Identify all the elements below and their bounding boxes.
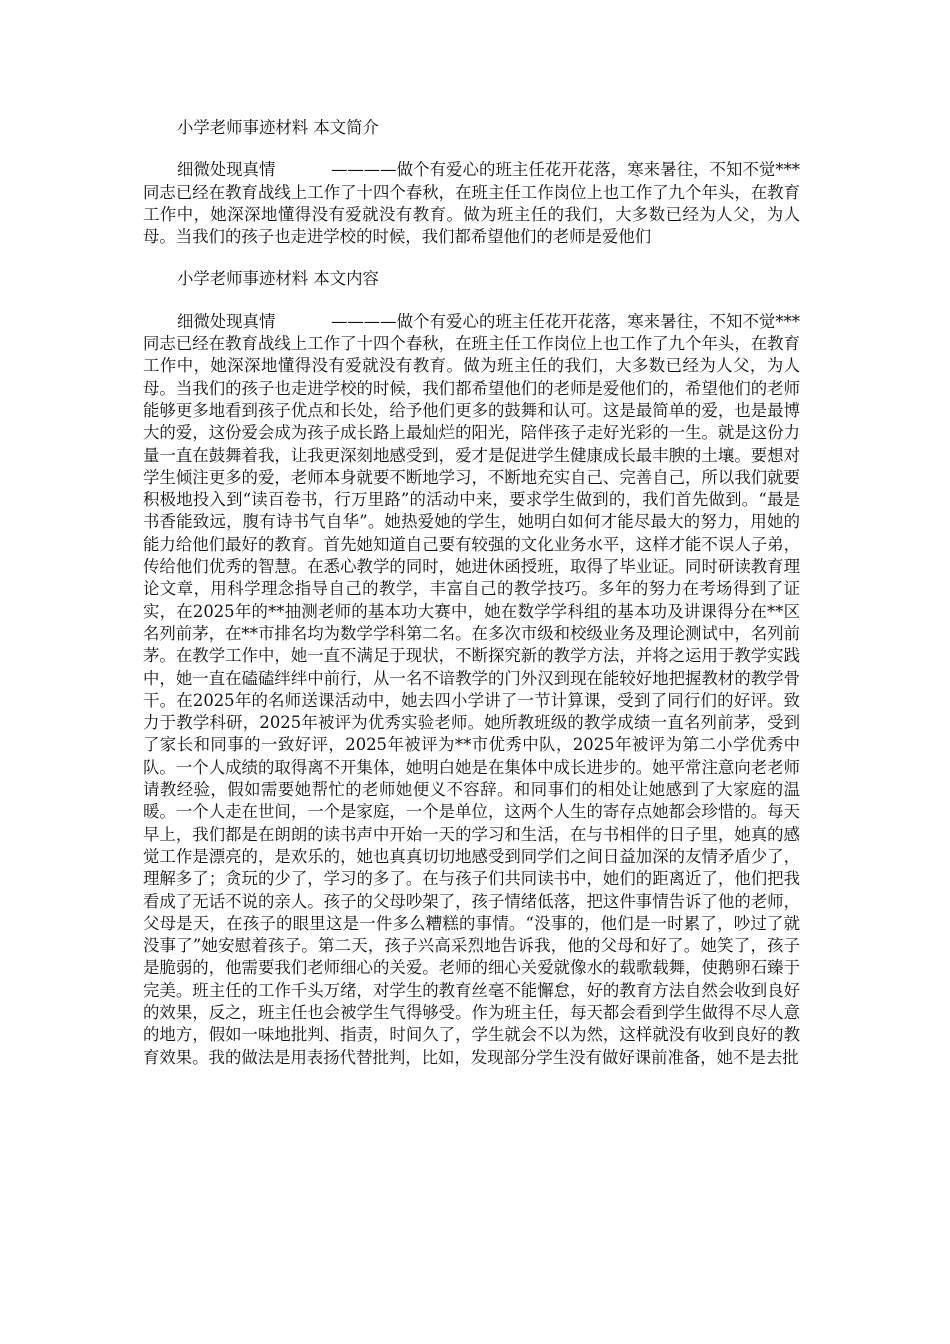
section-heading-intro: 小学老师事迹材料 本文简介 [177,118,379,137]
paragraph-lead-title: 细微处现真情 [177,311,276,331]
paragraph-body: ————做个有爱心的班主任花开花落，寒来暑往，不知不觉***同志已经在教育战线上工作了十四个春秋，在班主任工作岗位上也工作了九个年头，在教育工作中，她深深地懂得没有爱就没有教育。做为班主任的我们，大多数已经为人父，为人母。当我们的孩子也走进学校的时候，我们都希望他们的老师是爱他们的，希望他们的老师能够更多地看到孩子优点和长处，给予他们更多的鼓舞和认可。这是最简单的爱，也是最博大的爱，这份爱会成为孩子成长路上最灿烂的阳光，陪伴孩子走好光彩的一生。就是这份力量一直在鼓舞着我，让我更深刻地感受到，爱才是促进学生健康成长最丰腴的土壤。要想对学生倾注更多的爱，老师本身就要不断地学习，不断地充实自己、完善自己，所以我们就要积极地投入到“读百卷书，行万里路”的活动中来，要求学生做到的，我们首先做到。“最是书香能致远，腹有诗书气自华”。她热爱她的学生，她明白如何才能尽最大的努力，用她的能力给他们最好的教育。首先她知道自己要有较强的文化业务水平，这样才能不误人子弟，传给他们优秀的智慧。在悉心教学的同时，她进休函授班，取得了毕业证。同时研读教育理论文章，用科学理念指导自己的教学，丰富自己的教学技巧。多年的努力在考场得到了证实，在2025年的**抽测老师的基本功大赛中，她在数学学科组的基本功及讲课得分在**区名列前茅，在**市排名均为数学学科第二名。在多次市级和校级业务及理论测试中，名列前茅。在教学工作中，她一直不满足于现状，不断探究新的教学方法，并将之运用于教学实践中，她一直在磕磕绊绊中前行，从一名不谙教学的门外汉到现在能较好地把握教材的教学骨干。在2025年的名师送课活动中，她去四小学讲了一节计算课，受到了同行们的好评。致力于教学科研，2025年被评为优秀实验老师。她所教班级的教学成绩一直名列前茅，受到了家长和同事的一致好评，2025年被评为**市优秀中队，2025年被评为第二小学优秀中队。一个人成绩的取得离不开集体，她明白她是在集体中成长进步的。她平常注意向老老师请教经验，假如需要她帮忙的老师她便义不容辞。和同事们的相处让她感到了大家庭的温暖。一个人走在世间，一个是家庭，一个是单位，这两个人生的寄存点她都会珍惜的。每天早上，我们都是在朗朗的读书声中开始一天的学习和生活，在与书相伴的日子里，她真的感觉工作是漂亮的，是欢乐的，她也真真切切地感受到同学们之间日益加深的友情矛盾少了，理解多了；贪玩的少了，学习的多了。在与孩子们共同读书中，她们的距离近了，他们把我看成了无话不说的亲人。孩子的父母吵架了，孩子情绪低落，把这件事情告诉了他的老师，父母是天，在孩子的眼里这是一件多么糟糕的事情。“没事的，他们是一时累了，吵过了就没事了”她安慰着孩子。第二天，孩子兴高采烈地告诉我，他的父母和好了。她笑了，孩子是脆弱的，他需要我们老师细心的关爱。老师的细心关爱就像水的载歌载舞，使鹅卵石臻于完美。班主任的工作千头万绪，对学生的教育丝毫不能懈怠，好的教育方法自然会收到良好的效果，反之，班主任也会被学生气得够受。作为班主任，每天都会看到学生做得不尽人意的地方，假如一味地批判、指责，时间久了，学生就会不以为然，这样就没有收到良好的教育效果。我的做法是用表扬代替批判，比如，发现部分学生没有做好课前准备，她不是去批 [143,311,800,1067]
section-paragraph-content [143,311,800,1069]
paragraph-lead-title: 细微处现真情 [177,160,276,180]
section-paragraph-intro [143,159,800,248]
paragraph-body: ————做个有爱心的班主任花开花落，寒来暑往，不知不觉***同志已经在教育战线上工作了十四个春秋，在班主任工作岗位上也工作了九个年头，在教育工作中，她深深地懂得没有爱就没有教育。做为班主任的我们，大多数已经为人父，为人母。当我们的孩子也走进学校的时候，我们都希望他们的老师是爱他们 [143,160,800,247]
section-heading-content: 小学老师事迹材料 本文内容 [177,269,379,289]
document-page [143,117,800,1089]
